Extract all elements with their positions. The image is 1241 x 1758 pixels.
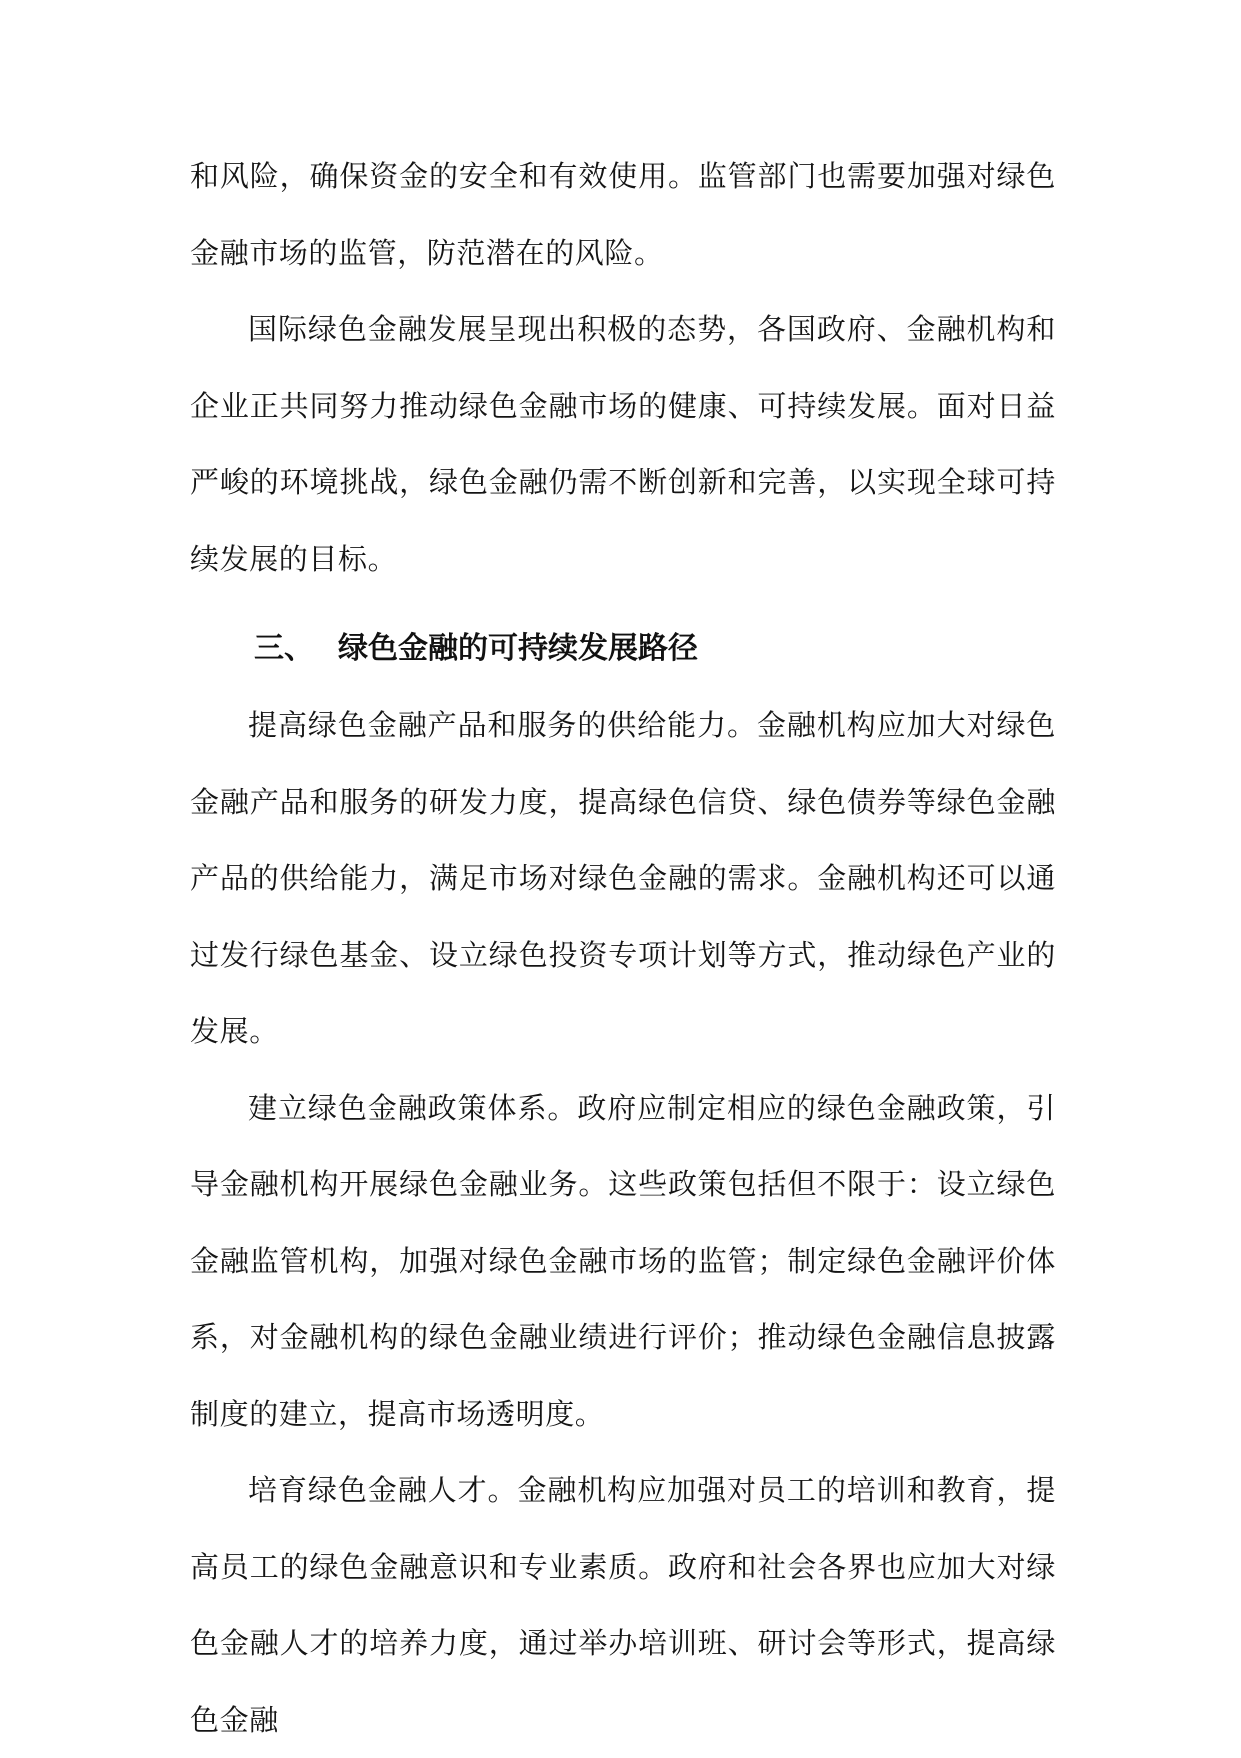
- section-heading: [190, 621, 1056, 677]
- paragraph-policy-system: 建立绿色金融政策体系。政府应制定相应的绿色金融政策，引导金融机构开展绿色金融业务。这些政策包括但不限于：设立绿色金融监管机构，加强对绿色金融市场的监管；制定绿色金融评价体系，对金融机构的绿色金融业绩进行评价；推动绿色金融信息披露制度的建立，提高市场透明度。: [190, 1090, 1056, 1431]
- paragraph-risk-continuation: 和风险，确保资金的安全和有效使用。监管部门也需要加强对绿色金融市场的监管，防范潜在的风险。: [190, 159, 1056, 270]
- document-body: [190, 138, 1056, 1758]
- section-number: 三、: [254, 631, 314, 666]
- section-title: 绿色金融的可持续发展路径: [338, 631, 698, 666]
- paragraph-talent-cultivation: 培育绿色金融人才。金融机构应加强对员工的培训和教育，提高员工的绿色金融意识和专业素质。政府和社会各界也应加大对绿色金融人才的培养力度，通过举办培训班、研讨会等形式，提高绿色金融: [190, 1473, 1056, 1737]
- paragraph-product-supply: 提高绿色金融产品和服务的供给能力。金融机构应加大对绿色金融产品和服务的研发力度，提高绿色信贷、绿色债券等绿色金融产品的供给能力，满足市场对绿色金融的需求。金融机构还可以通过发行绿色基金、设立绿色投资专项计划等方式，推动绿色产业的发展。: [190, 708, 1056, 1048]
- paragraph-international-green-finance: 国际绿色金融发展呈现出积极的态势，各国政府、金融机构和企业正共同努力推动绿色金融市场的健康、可持续发展。面对日益严峻的环境挑战，绿色金融仍需不断创新和完善，以实现全球可持续发展的目标。: [190, 312, 1056, 576]
